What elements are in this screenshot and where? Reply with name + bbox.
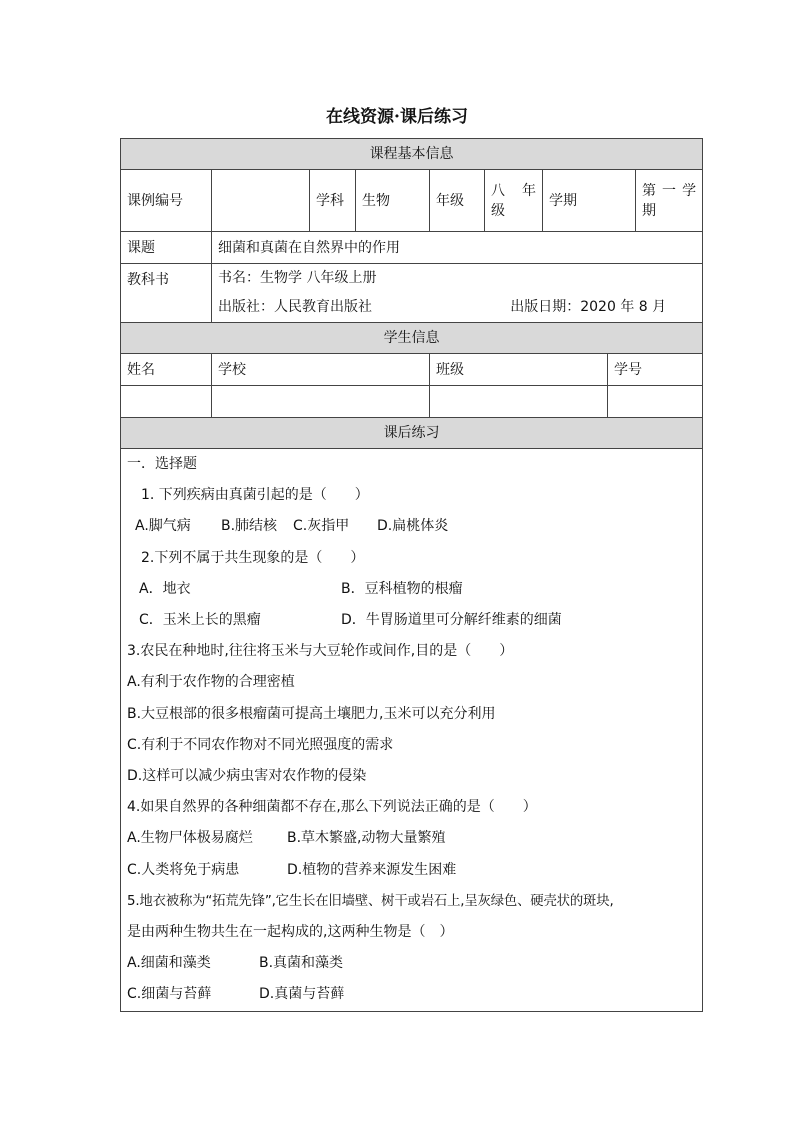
course-id-label: 课例编号 — [121, 170, 212, 232]
textbook-label: 教科书 — [121, 264, 212, 323]
question-1-stem: 1. 下列疾病由真菌引起的是（ ） — [141, 487, 369, 504]
question-5-options-row1 — [127, 948, 696, 979]
worksheet-table — [120, 138, 703, 1012]
topic-label: 课题 — [121, 232, 212, 264]
q4-option-d: D.植物的营养来源发生困难 — [287, 861, 457, 878]
question-5-options-row2 — [127, 979, 696, 1010]
publish-date: 出版日期：2020 年 8 月 — [510, 299, 667, 315]
term-value: 第 一 学 期 — [636, 170, 703, 232]
q5-option-c: C.细菌与苔藓 — [127, 986, 212, 1003]
q2-option-a: A．地衣 — [139, 580, 191, 597]
q1-option-b: B.肺结核 — [221, 518, 278, 535]
q1-option-c: C.灰指甲 — [293, 518, 350, 535]
q2-option-d: D．牛胃肠道里可分解纤维素的细菌 — [341, 612, 562, 629]
course-info-header: 课程基本信息 — [121, 139, 703, 170]
q1-option-d: D.扁桃体炎 — [377, 518, 449, 535]
question-3-stem: 3.农民在种地时,往往将玉米与大豆轮作或间作,目的是（ ） — [127, 643, 514, 660]
question-2-options-row2 — [127, 605, 696, 636]
q4-option-b: B.草木繁盛,动物大量繁殖 — [287, 830, 446, 847]
question-2-stem: 2.下列不属于共生现象的是（ ） — [141, 549, 365, 566]
part-title: 一．选择题 — [127, 456, 197, 472]
term-label: 学期 — [543, 170, 636, 232]
question-2-options-row1 — [127, 574, 696, 605]
q5-option-a: A.细菌和藻类 — [127, 955, 211, 972]
grade-label: 年级 — [430, 170, 485, 232]
subject-label: 学科 — [310, 170, 356, 232]
school-label: 学校 — [212, 354, 430, 386]
q4-option-a: A.生物尸体极易腐烂 — [127, 830, 253, 847]
student-id-field[interactable] — [608, 386, 703, 418]
q5-option-d: D.真菌与苔藓 — [259, 986, 345, 1003]
student-name-label: 姓名 — [121, 354, 212, 386]
book-name: 书名：生物学 八年级上册 — [218, 270, 377, 286]
question-5-stem-line2: 是由两种生物共生在一起构成的,这两种生物是（ ） — [127, 924, 454, 941]
class-label: 班级 — [430, 354, 608, 386]
course-id-value — [212, 170, 310, 232]
q3-option-b: B.大豆根部的很多根瘤菌可提高土壤肥力,玉米可以充分利用 — [127, 705, 496, 722]
question-4-stem: 4.如果自然界的各种细菌都不存在,那么下列说法正确的是（ ） — [127, 799, 537, 816]
exercise-header: 课后练习 — [121, 418, 703, 449]
exercise-content — [121, 449, 703, 1012]
q1-option-a: A.脚气病 — [135, 518, 191, 535]
publisher: 出版社：人民教育出版社 — [218, 299, 372, 315]
student-name-field[interactable] — [121, 386, 212, 418]
class-field[interactable] — [430, 386, 608, 418]
topic-value: 细菌和真菌在自然界中的作用 — [212, 232, 703, 264]
q3-option-a: A.有利于农作物的合理密植 — [127, 674, 295, 691]
textbook-info — [212, 264, 703, 323]
question-4-options-row2 — [127, 855, 696, 886]
question-4-options-row1 — [127, 823, 696, 854]
question-1-options — [127, 511, 696, 542]
school-field[interactable] — [212, 386, 430, 418]
question-5-stem-line1: 5.地衣被称为“拓荒先锋”,它生长在旧墙壁、树干或岩石上,呈灰绿色、硬壳状的斑块, — [127, 893, 614, 909]
student-info-header: 学生信息 — [121, 323, 703, 354]
q3-option-d: D.这样可以减少病虫害对农作物的侵染 — [127, 768, 367, 785]
q4-option-c: C.人类将免于病患 — [127, 861, 240, 878]
q3-option-c: C.有利于不同农作物对不同光照强度的需求 — [127, 736, 394, 753]
student-id-label: 学号 — [608, 354, 703, 386]
q2-option-b: B．豆科植物的根瘤 — [341, 580, 463, 597]
q2-option-c: C．玉米上长的黑瘤 — [139, 612, 261, 629]
publisher-line — [218, 293, 696, 322]
grade-value: 八 年 级 — [485, 170, 543, 232]
subject-value: 生物 — [356, 170, 430, 232]
q5-option-b: B.真菌和藻类 — [259, 955, 344, 972]
page-title: 在线资源·课后练习 — [326, 107, 468, 127]
